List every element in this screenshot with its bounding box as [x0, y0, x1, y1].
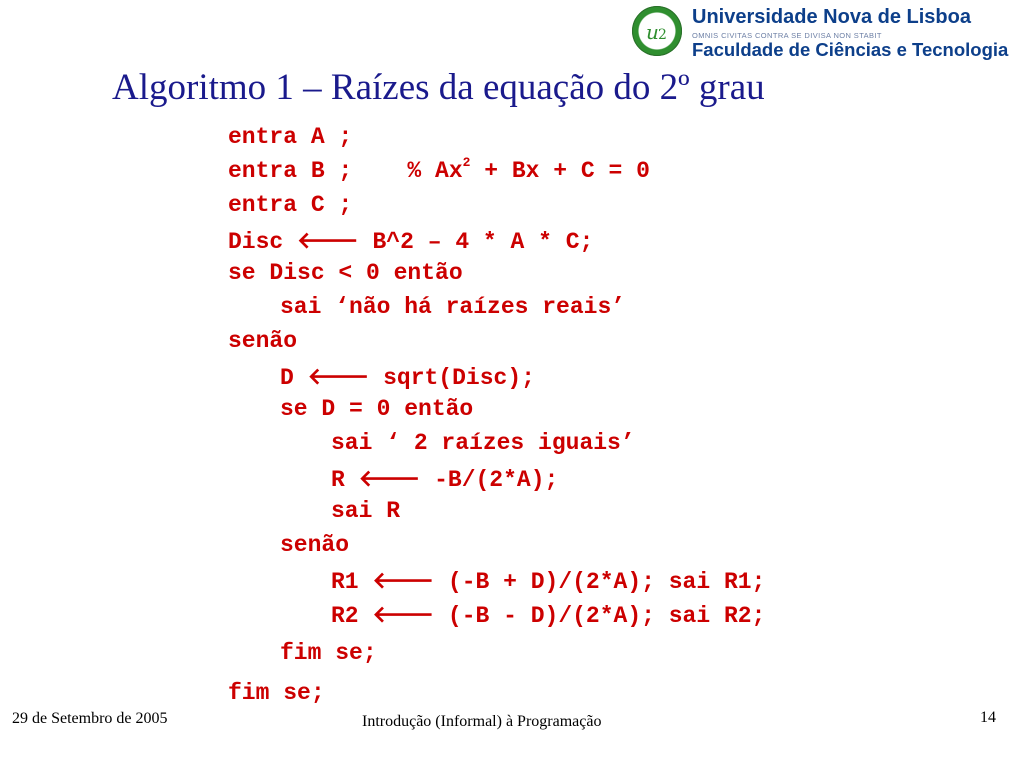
code-line-15: R2 🡐 (-B - D)/(2*A); sai R2; [331, 602, 766, 629]
code-line-9: se D = 0 então [280, 396, 474, 422]
code-line-7: senão [228, 328, 298, 354]
university-logo [630, 4, 1018, 60]
code-line-8: D 🡐 sqrt(Disc); [280, 364, 535, 391]
code-line-13: senão [280, 532, 350, 558]
footer-date: 29 de Setembro de 2005 [12, 710, 168, 727]
svg-text:u: u [646, 20, 659, 44]
university-motto: OMNIS CIVITAS CONTRA SE DIVISA NON STABIT [692, 31, 882, 40]
code-line-6: sai ‘não há raízes reais’ [280, 294, 626, 320]
footer-course-title: Introdução (Informal) à Programação [362, 713, 602, 730]
code-line-3: entra C ; [228, 192, 353, 218]
left-arrow-icon: 🡐 [297, 228, 359, 254]
left-arrow-icon: 🡐 [358, 466, 421, 492]
code-line-12: sai R [331, 498, 401, 524]
code-line-14: R1 🡐 (-B + D)/(2*A); sai R1; [331, 568, 766, 595]
slide-number: 14 [980, 709, 996, 726]
left-arrow-icon: 🡐 [372, 602, 435, 628]
code-line-10: sai ‘ 2 raízes iguais’ [331, 430, 635, 456]
left-arrow-icon: 🡐 [372, 568, 435, 594]
faculty-name: Faculdade de Ciências e Tecnologia [692, 39, 1009, 60]
university-name: Universidade Nova de Lisboa [692, 6, 971, 28]
left-arrow-icon: 🡐 [307, 364, 370, 390]
code-line-1: entra A ; [228, 124, 353, 150]
code-line-16: fim se; [280, 640, 377, 666]
code-line-4: Disc 🡐 B^2 – 4 * A * C; [228, 228, 594, 255]
code-line-2: entra B ; % $Ax^2 + Bx + C = 0$ [228, 155, 650, 184]
svg-text:2: 2 [658, 27, 667, 43]
unl-emblem-icon [632, 6, 682, 56]
code-line-11: R 🡐 -B/(2*A); [331, 466, 559, 493]
code-line-5: se Disc < 0 então [228, 260, 463, 286]
slide-title: Algoritmo 1 – Raízes da equação do 2º grau [112, 67, 765, 108]
code-line-17: fim se; [228, 680, 325, 706]
